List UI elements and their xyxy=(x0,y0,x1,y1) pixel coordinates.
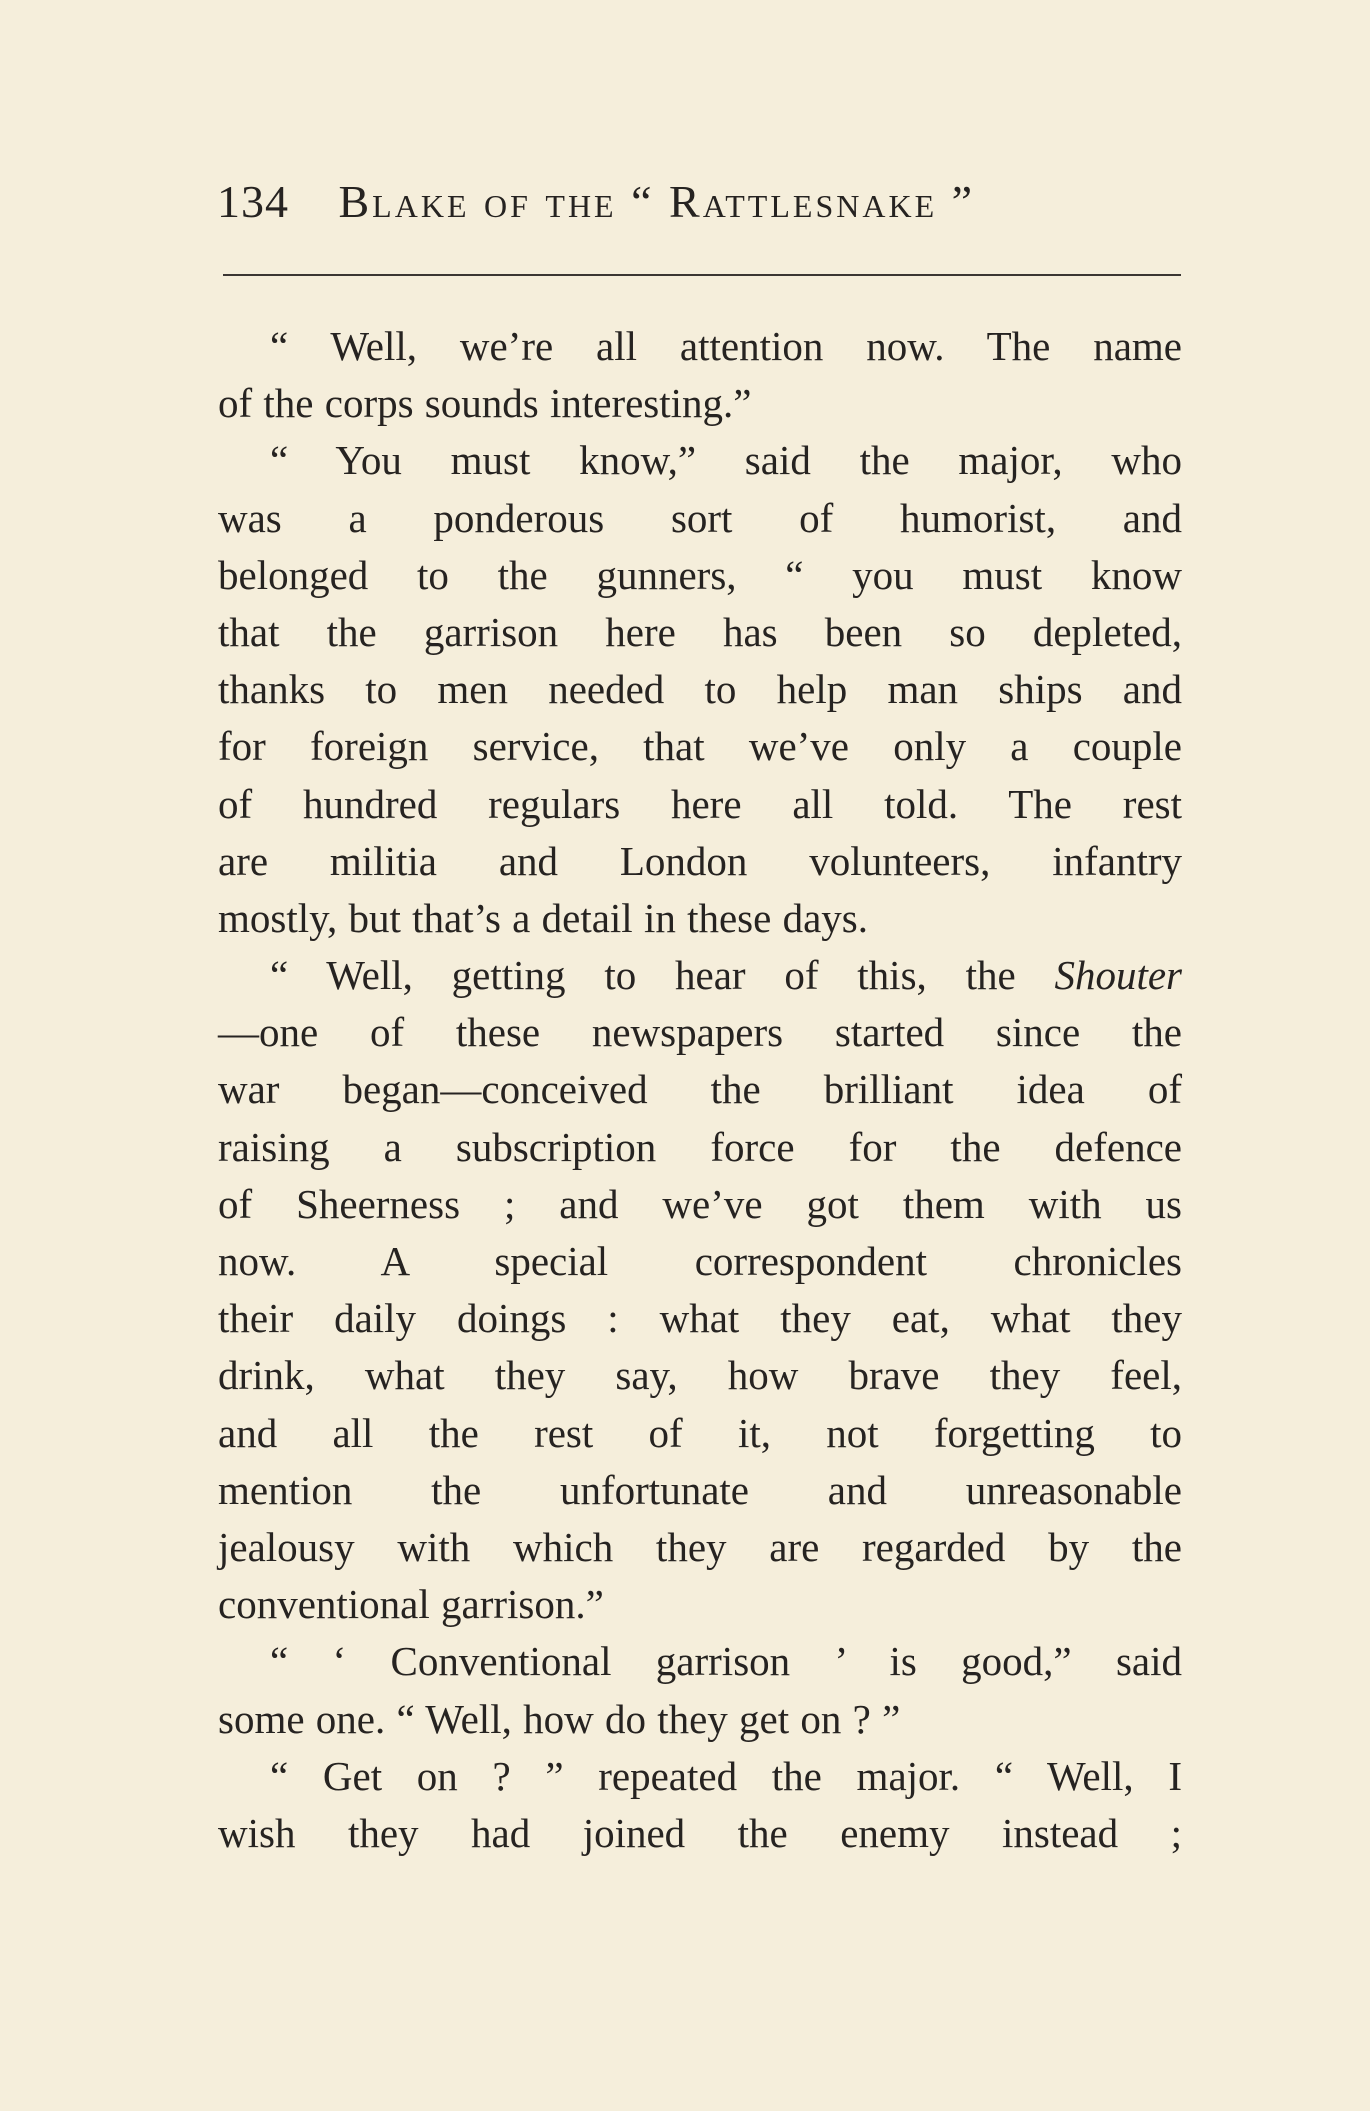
body-text xyxy=(218,318,1182,1862)
header-rule xyxy=(223,274,1181,276)
text-line: for foreign service, that we’ve only a couple xyxy=(218,723,1182,770)
text-line: war began—conceived the brilliant idea of xyxy=(218,1066,1182,1113)
text-line: of hundred regulars here all told. The rest xyxy=(218,780,1182,827)
text-line xyxy=(218,947,1182,1004)
running-title: Blake of the “ Rattlesnake ” xyxy=(338,176,976,227)
page-number: 134 xyxy=(217,176,289,227)
text-line: conventional garrison.” xyxy=(218,1581,604,1628)
text-line: thanks to men needed to help man ships and xyxy=(218,666,1182,713)
text-line: “ Get on ? ” repeated the major. “ Well, I xyxy=(270,1752,1182,1799)
text-line: wish they had joined the enemy instead ; xyxy=(218,1809,1182,1856)
text-line: of the corps sounds interesting.” xyxy=(218,380,752,427)
text-line: —one of these newspapers started since the xyxy=(218,1009,1182,1056)
text-line: of Sheerness ; and we’ve got them with us xyxy=(218,1180,1182,1227)
text-line: “ ‘ Conventional garrison ’ is good,” said xyxy=(270,1638,1182,1685)
text-line: drink, what they say, how brave they feel, xyxy=(218,1352,1182,1399)
text-line: “ Well, we’re all attention now. The name xyxy=(270,323,1182,369)
text-line: raising a subscription force for the defence xyxy=(218,1123,1182,1170)
text-line: their daily doings : what they eat, what they xyxy=(218,1295,1182,1342)
text-line-roman: “ Well, getting to hear of this, the xyxy=(270,952,1055,999)
text-line: now. A special correspondent chronicles xyxy=(218,1238,1182,1284)
text-line: “ You must know,” said the major, who xyxy=(270,437,1182,484)
page-header xyxy=(217,172,1177,242)
text-line: belonged to the gunners, “ you must know xyxy=(218,551,1182,598)
text-line: some one. “ Well, how do they get on ? ” xyxy=(218,1695,901,1742)
text-line: mostly, but that’s a detail in these days. xyxy=(218,894,868,941)
text-line: jealousy with which they are regarded by the xyxy=(218,1523,1182,1570)
text-line: and all the rest of it, not forgetting to xyxy=(218,1409,1182,1456)
text-line: was a ponderous sort of humorist, and xyxy=(218,494,1182,541)
text-line: mention the unfortunate and unreasonable xyxy=(218,1466,1182,1513)
newspaper-title: Shouter xyxy=(1054,952,1182,999)
text-line: that the garrison here has been so depleted, xyxy=(218,608,1182,655)
text-line: are militia and London volunteers, infantry xyxy=(218,837,1182,884)
